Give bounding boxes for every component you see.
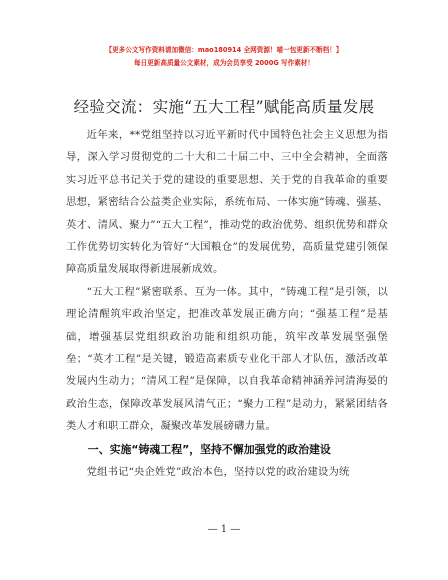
promo-banner-line-1: 【更多公文写作资料请加微信：mao180914 全网资源！喵一包更新不断档！】: [105, 46, 343, 54]
body-paragraph-1: 近年来，**党组坚持以习近平新时代中国特色社会主义思想为指导，深入学习贯彻党的二十大和二十届二中、三中全会精神，全面落实习近平总书记关于党的建设的重要思想、关于党的自我革命的重要思想，紧密结合公益类企业实际，系统布局、一体实施“铸魂、强基、英才、清风、聚力”“五大工程”，推动党的政治优势、组织优势和群众工作优势切实转化为管好“大国粮仓”的发展优势，高质量党建引领保障高质量发展取得新进展新成效。: [66, 129, 388, 276]
document-body: [66, 124, 388, 483]
body-paragraph-2: “五大工程”紧密联系、互为一体。其中，“铸魂工程”是引领，以理论清醒筑牢政治坚定，把准改革发展正确方向；“强基工程”是基础，增强基层党组织政治功能和组织功能，筑牢改革发展坚强堡垒；“英才工程”是关键，锻造高素质专业化干部人才队伍，激活改革发展内生动力；“清风工程”是保障，以自我革命精神涵养河清海晏的政治生态，保障改革发展风清气正；“聚力工程”是动力，紧紧团结各类人才和职工群众，凝聚改革发展磅礴力量。: [66, 285, 388, 433]
document-title: 经验交流：实施“五大工程”赋能高质量发展: [73, 98, 375, 116]
promo-banner-line-2: 每日更新高质量公文素材，成为会员享受 2000G 写作素材！: [133, 59, 314, 67]
section-heading: 一、实施“铸魂工程”，坚持不懈加强党的政治建设: [87, 442, 331, 456]
section-paragraph: 党组书记“央企姓党”政治本色，坚持以党的政治建设为统: [86, 465, 350, 478]
page-number: — 1 —: [207, 524, 241, 535]
